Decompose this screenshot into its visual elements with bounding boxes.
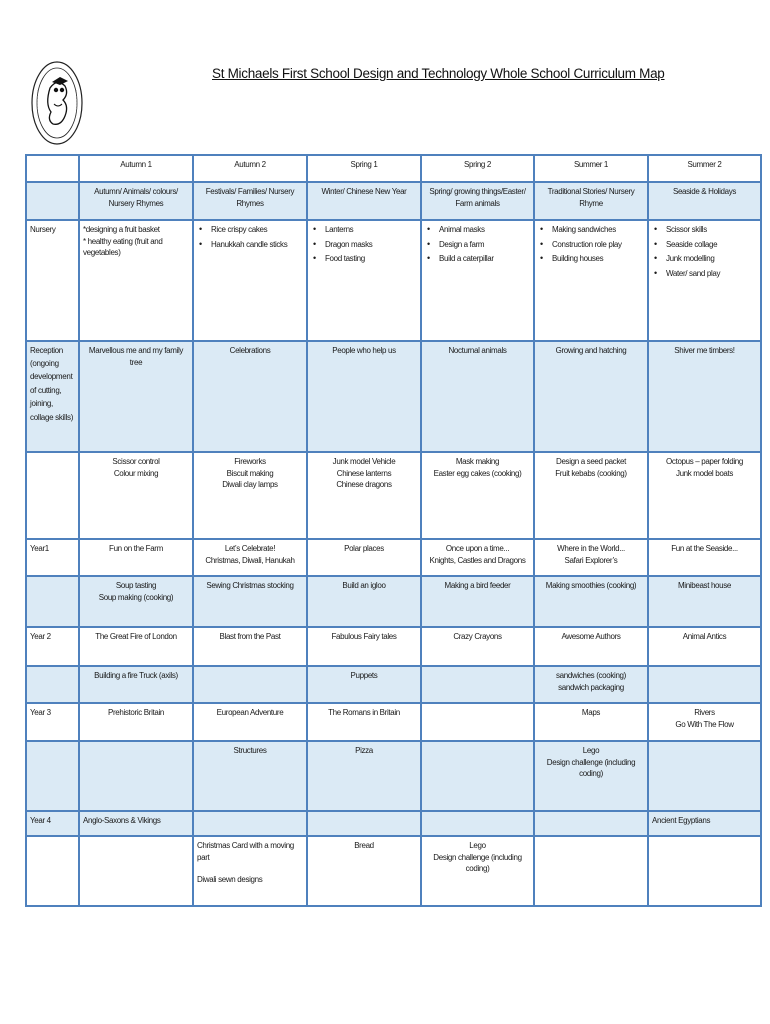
theme-cell: Fun on the Farm	[79, 539, 193, 576]
list-item: • Junk modelling	[652, 253, 757, 265]
theme-cell: Awesome Authors	[534, 627, 648, 666]
list-item: • Scissor skills	[652, 224, 757, 236]
theme-cell: Shiver me timbers!	[648, 341, 761, 452]
activity-cell: Minibeast house	[648, 576, 761, 627]
activity-cell: Octopus – paper folding Junk model boats	[648, 452, 761, 539]
row-label-blank	[26, 576, 79, 627]
theme-cell: Seaside & Holidays	[648, 182, 761, 220]
activity-cell	[534, 836, 648, 906]
activity-cell	[648, 666, 761, 703]
activity-cell	[421, 666, 534, 703]
activity-cell	[307, 220, 421, 341]
row-label-blank	[26, 741, 79, 811]
activity-cell: Building a fire Truck (axils)	[79, 666, 193, 703]
row-label-reception: Reception (ongoing development of cutting, joining, collage skills)	[26, 341, 79, 452]
activity-cell: Structures	[193, 741, 307, 811]
activity-cell: Making smoothies (cooking)	[534, 576, 648, 627]
row-label-year1: Year1	[26, 539, 79, 576]
activity-cell: Lego Design challenge (including coding)	[534, 741, 648, 811]
theme-cell: Ancient Egyptians	[648, 811, 761, 836]
activity-cell	[421, 220, 534, 341]
list-item: • Dragon masks	[311, 239, 417, 251]
activity-cell: Making a bird feeder	[421, 576, 534, 627]
theme-cell: The Romans in Britain	[307, 703, 421, 741]
activity-cell: *designing a fruit basket * healthy eating (fruit and vegetables)	[79, 220, 193, 341]
activity-cell: Soup tasting Soup making (cooking)	[79, 576, 193, 627]
theme-cell: Autumn/ Animals/ colours/ Nursery Rhymes	[79, 182, 193, 220]
theme-cell: The Great Fire of London	[79, 627, 193, 666]
row-label-blank	[26, 666, 79, 703]
term-header: Spring 1	[307, 155, 421, 182]
theme-cell: People who help us	[307, 341, 421, 452]
page-title: St Michaels First School Design and Technology Whole School Curriculum Map	[212, 66, 665, 81]
term-header: Autumn 1	[79, 155, 193, 182]
theme-cell: Crazy Crayons	[421, 627, 534, 666]
term-header: Summer 1	[534, 155, 648, 182]
activity-cell: sandwiches (cooking) sandwich packaging	[534, 666, 648, 703]
activity-cell: Design a seed packet Fruit kebabs (cooking)	[534, 452, 648, 539]
row-label-year2: Year 2	[26, 627, 79, 666]
theme-cell: European Adventure	[193, 703, 307, 741]
activity-cell	[648, 741, 761, 811]
term-header: Summer 2	[648, 155, 761, 182]
activity-cell: Puppets	[307, 666, 421, 703]
theme-cell: Prehistoric Britain	[79, 703, 193, 741]
theme-cell: Celebrations	[193, 341, 307, 452]
theme-cell: Festivals/ Families/ Nursery Rhymes	[193, 182, 307, 220]
theme-cell: Anglo-Saxons & Vikings	[79, 811, 193, 836]
activity-cell: Mask making Easter egg cakes (cooking)	[421, 452, 534, 539]
term-header: Spring 2	[421, 155, 534, 182]
list-item: • Making sandwiches	[538, 224, 644, 236]
theme-cell: Once upon a time... Knights, Castles and Dragons	[421, 539, 534, 576]
corner-cell	[26, 155, 79, 182]
reception-note: (ongoing development of cutting, joining, collage skills)	[30, 358, 74, 422]
activity-cell: Lego Design challenge (including coding)	[421, 836, 534, 906]
activity-cell	[79, 836, 193, 906]
activity-cell	[193, 220, 307, 341]
row-label-year4: Year 4	[26, 811, 79, 836]
activity-cell	[421, 741, 534, 811]
activity-cell	[648, 220, 761, 341]
activity-cell	[193, 666, 307, 703]
activity-cell: Sewing Christmas stocking	[193, 576, 307, 627]
list-item: • Hanukkah candle sticks	[197, 239, 303, 251]
theme-cell: Winter/ Chinese New Year	[307, 182, 421, 220]
theme-cell: Where in the World... Safari Explorer’s	[534, 539, 648, 576]
theme-cell: Blast from the Past	[193, 627, 307, 666]
list-item: • Water/ sand play	[652, 268, 757, 280]
row-label-blank	[26, 836, 79, 906]
theme-cell: Fabulous Fairy tales	[307, 627, 421, 666]
list-item: • Design a farm	[425, 239, 530, 251]
theme-cell: Fun at the Seaside...	[648, 539, 761, 576]
school-crest-icon	[30, 60, 84, 146]
theme-cell: Growing and hatching	[534, 341, 648, 452]
list-item: • Animal masks	[425, 224, 530, 236]
list-item: • Rice crispy cakes	[197, 224, 303, 236]
theme-cell: Traditional Stories/ Nursery Rhyme	[534, 182, 648, 220]
row-label-blank	[26, 182, 79, 220]
theme-cell	[307, 811, 421, 836]
activity-cell	[534, 220, 648, 341]
curriculum-table	[25, 154, 762, 907]
row-label-nursery: Nursery	[26, 220, 79, 341]
list-item: • Build a caterpillar	[425, 253, 530, 265]
theme-cell: Let’s Celebrate! Christmas, Diwali, Hanukah	[193, 539, 307, 576]
list-item: • Food tasting	[311, 253, 417, 265]
activity-cell	[79, 741, 193, 811]
term-header: Autumn 2	[193, 155, 307, 182]
activity-cell: Pizza	[307, 741, 421, 811]
theme-cell: Animal Antics	[648, 627, 761, 666]
theme-cell: Rivers Go With The Flow	[648, 703, 761, 741]
activity-cell: Build an igloo	[307, 576, 421, 627]
theme-cell: Spring/ growing things/Easter/ Farm animals	[421, 182, 534, 220]
activity-cell: Scissor control Colour mixing	[79, 452, 193, 539]
list-item: • Building houses	[538, 253, 644, 265]
theme-cell: Nocturnal animals	[421, 341, 534, 452]
theme-cell	[534, 811, 648, 836]
row-label-blank	[26, 452, 79, 539]
theme-cell	[421, 703, 534, 741]
activity-cell: Christmas Card with a moving part Diwali sewn designs	[193, 836, 307, 906]
theme-cell: Marvellous me and my family tree	[79, 341, 193, 452]
activity-cell: Fireworks Biscuit making Diwali clay lamps	[193, 452, 307, 539]
theme-cell: Maps	[534, 703, 648, 741]
list-item: • Seaside collage	[652, 239, 757, 251]
theme-cell	[421, 811, 534, 836]
list-item: • Lanterns	[311, 224, 417, 236]
theme-cell: Polar places	[307, 539, 421, 576]
activity-cell: Bread	[307, 836, 421, 906]
activity-cell	[648, 836, 761, 906]
list-item: • Construction role play	[538, 239, 644, 251]
theme-cell	[193, 811, 307, 836]
row-label-year3: Year 3	[26, 703, 79, 741]
activity-cell: Junk model Vehicle Chinese lanterns Chinese dragons	[307, 452, 421, 539]
